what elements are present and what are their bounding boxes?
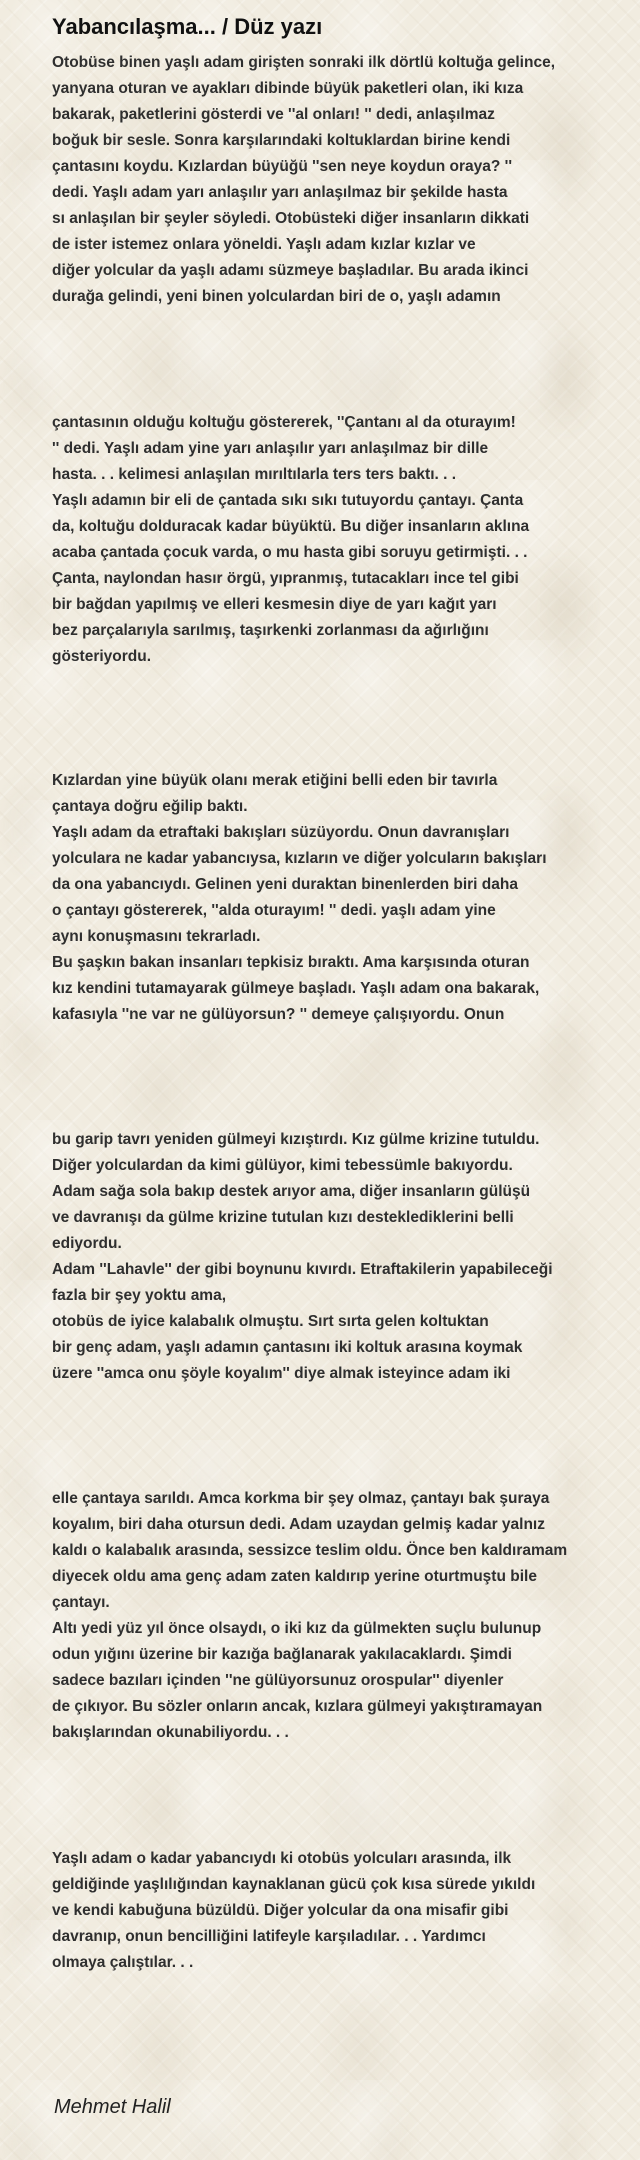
- text-line: Yaşlı adamın bir eli de çantada sıkı sıkı tutuyordu çantayı. Çanta: [52, 492, 524, 509]
- text-line: Otobüse binen yaşlı adam girişten sonraki ilk dörtlü koltuğa gelince,: [52, 54, 556, 71]
- text-line: otobüs de iyice kalabalık olmuştu. Sırt sırta gelen koltuktan: [52, 1313, 489, 1330]
- text-line: çantasını koydu. Kızlardan büyüğü ''sen neye koydun oraya? '': [52, 158, 513, 175]
- text-line: fazla bir şey yoktu ama,: [52, 1287, 227, 1304]
- text-line: durağa gelindi, yeni binen yolculardan biri de o, yaşlı adamın: [52, 288, 501, 305]
- text-line: sadece bazıları içinden ''ne gülüyorsunuz orospular'' diyenler: [52, 1672, 504, 1689]
- text-line: Altı yedi yüz yıl önce olsaydı, o iki kız da gülmekten suçlu bulunup: [52, 1620, 542, 1637]
- author-signature: Mehmet Halil: [54, 2096, 171, 2118]
- text-line: o çantayı göstererek, ''alda oturayım! '' dedi. yaşlı adam yine: [52, 902, 496, 919]
- text-line: de çıkıyor. Bu sözler onların ancak, kızlara gülmeyi yakıştıramayan: [52, 1698, 543, 1715]
- text-line: bir genç adam, yaşlı adamın çantasını iki koltuk arasına koymak: [52, 1339, 523, 1356]
- text-line: aynı konuşmasını tekrarladı.: [52, 928, 261, 945]
- text-line: ve davranışı da gülme krizine tutulan kızı desteklediklerini belli: [52, 1209, 514, 1226]
- text-line: ve kendi kabuğuna büzüldü. Diğer yolcular da ona misafir gibi: [52, 1902, 509, 1919]
- text-line: diğer yolcular da yaşlı adamı süzmeye başladılar. Bu arada ikinci: [52, 262, 529, 279]
- text-line: olmaya çalıştılar. . .: [52, 1954, 194, 1971]
- text-line: yanyana oturan ve ayakları dibinde büyük paketleri olan, iki kıza: [52, 80, 524, 97]
- paragraph: [52, 768, 632, 1028]
- text-line: boğuk bir sesle. Sonra karşılarındaki koltuklardan birine kendi: [52, 132, 511, 149]
- text-line: Bu şaşkın bakan insanları tepkisiz bıraktı. Ama karşısında oturan: [52, 954, 530, 971]
- text-line: sı anlaşılan bir şeyler söyledi. Otobüsteki diğer insanların dikkati: [52, 210, 530, 227]
- text-line: Yaşlı adam da etraftaki bakışları süzüyordu. Onun davranışları: [52, 824, 510, 841]
- text-line: de ister istemez onlara yöneldi. Yaşlı adam kızlar kızlar ve: [52, 236, 476, 253]
- poem-title: Yabancılaşma... / Düz yazı: [52, 14, 323, 39]
- paragraph: [52, 50, 632, 310]
- text-line: Yaşlı adam o kadar yabancıydı ki otobüs yolcuları arasında, ilk: [52, 1850, 512, 1867]
- text-line: bir bağdan yapılmış ve elleri kesmesin diye de yarı kağıt yarı: [52, 596, 497, 613]
- text-line: kız kendini tutamayarak gülmeye başladı. Yaşlı adam ona bakarak,: [52, 980, 540, 997]
- text-line: çantasının olduğu koltuğu göstererek, ''Çantanı al da oturayım!: [52, 414, 516, 431]
- text-line: yolculara ne kadar yabancıysa, kızların ve diğer yolcuların bakışları: [52, 850, 547, 867]
- text-line: Çanta, naylondan hasır örgü, yıpranmış, tutacakları ince tel gibi: [52, 570, 519, 587]
- text-line: ediyordu.: [52, 1235, 122, 1252]
- text-line: Diğer yolculardan da kimi gülüyor, kimi tebessümle bakıyordu.: [52, 1157, 513, 1174]
- text-line: dedi. Yaşlı adam yarı anlaşılır yarı anlaşılmaz bir şekilde hasta: [52, 184, 508, 201]
- text-line: bakışlarından okunabiliyordu. . .: [52, 1724, 289, 1741]
- text-line: üzere ''amca onu şöyle koyalım'' diye almak isteyince adam iki: [52, 1365, 511, 1382]
- text-line: çantayı.: [52, 1594, 110, 1611]
- text-line: koyalım, biri daha otursun dedi. Adam uzaydan gelmiş kadar yalnız: [52, 1516, 545, 1533]
- paragraph: [52, 1846, 632, 1976]
- text-line: davranıp, onun bencilliğini latifeyle karşıladılar. . . Yardımcı: [52, 1928, 486, 1945]
- text-line: da, koltuğu dolduracak kadar büyüktü. Bu diğer insanların aklına: [52, 518, 530, 535]
- text-line: çantaya doğru eğilip baktı.: [52, 798, 248, 815]
- text-line: Adam sağa sola bakıp destek arıyor ama, diğer insanların gülüşü: [52, 1183, 531, 1200]
- text-line: bez parçalarıyla sarılmış, taşırkenki zorlanması da ağırlığını: [52, 622, 489, 639]
- text-line: da ona yabancıydı. Gelinen yeni duraktan binenlerden biri daha: [52, 876, 518, 893]
- text-line: odun yığını üzerine bir kazığa bağlanarak yakılacaklardı. Şimdi: [52, 1646, 512, 1663]
- text-line: kaldı o kalabalık arasında, sessizce teslim oldu. Önce ben kaldıramam: [52, 1542, 568, 1559]
- text-line: hasta. . . kelimesi anlaşılan mırıltılarla ters ters baktı. . .: [52, 466, 457, 483]
- text-line: Adam ''Lahavle'' der gibi boynunu kıvırdı. Etraftakilerin yapabileceği: [52, 1261, 553, 1278]
- text-line: gösteriyordu.: [52, 648, 152, 665]
- text-line: Kızlardan yine büyük olanı merak etiğini belli eden bir tavırla: [52, 772, 498, 789]
- paragraph: [52, 410, 632, 670]
- text-line: bu garip tavrı yeniden gülmeyi kızıştırdı. Kız gülme krizine tutuldu.: [52, 1131, 540, 1148]
- text-line: kafasıyla ''ne var ne gülüyorsun? '' demeye çalışıyordu. Onun: [52, 1006, 505, 1023]
- text-line: bakarak, paketlerini gösterdi ve ''al onları! '' dedi, anlaşılmaz: [52, 106, 495, 123]
- text-line: diyecek oldu ama genç adam zaten kaldırıp yerine oturtmuştu bile: [52, 1568, 537, 1585]
- text-line: elle çantaya sarıldı. Amca korkma bir şey olmaz, çantayı bak şuraya: [52, 1490, 550, 1507]
- paragraph: [52, 1486, 632, 1746]
- text-line: '' dedi. Yaşlı adam yine yarı anlaşılır yarı anlaşılmaz bir dille: [52, 440, 489, 457]
- paragraph: [52, 1127, 632, 1387]
- text-line: geldiğinde yaşlılığından kaynaklanan gücü çok kısa sürede yıkıldı: [52, 1876, 536, 1893]
- text-line: acaba çantada çocuk varda, o mu hasta gibi soruyu getirmişti. . .: [52, 544, 528, 561]
